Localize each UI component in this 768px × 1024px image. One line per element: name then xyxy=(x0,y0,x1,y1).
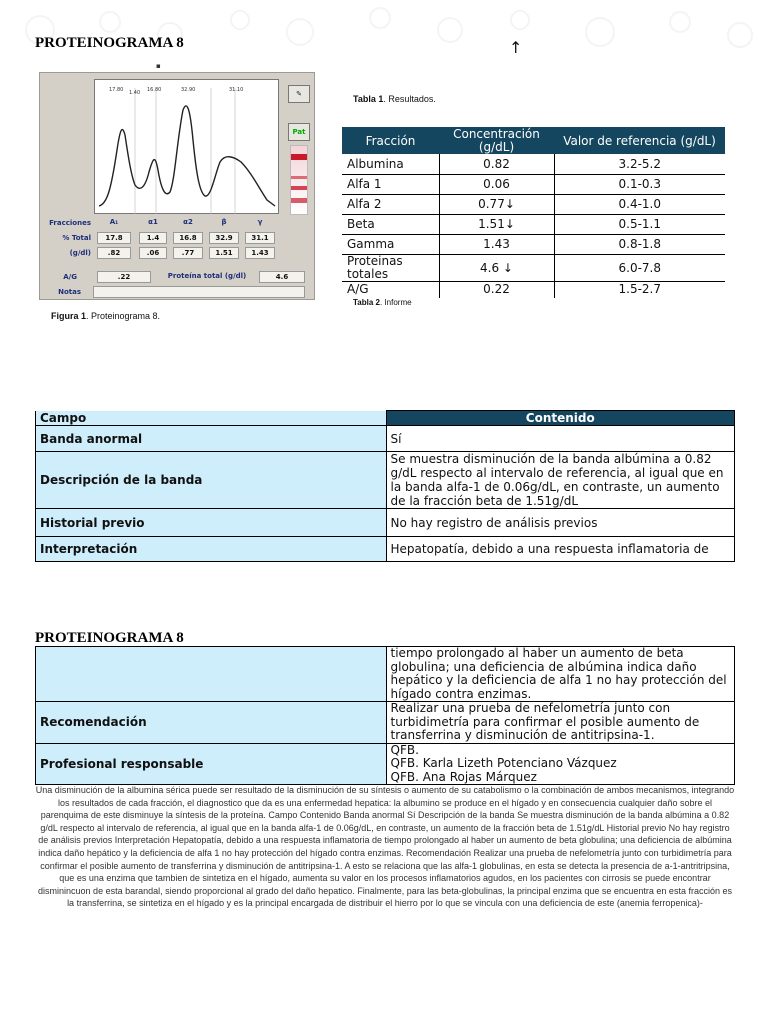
proteina-total-value: 4.6 xyxy=(259,271,305,283)
report-key: Profesional responsable xyxy=(36,743,387,785)
report-key: Descripción de la banda xyxy=(36,452,387,509)
report-value: tiempo prolongado al haber un aumento de beta globulina; una deficiencia de albúmina indica daño hepático y la deficiencia de alfa 1 no hay protección del hígado contra enzimas. xyxy=(386,647,734,702)
pencil-icon[interactable]: ✎ xyxy=(288,85,310,103)
fraction-cell: Gamma xyxy=(342,234,439,254)
reference-cell: 0.4-1.0 xyxy=(554,194,725,214)
report-key: Banda anormal xyxy=(36,426,387,452)
peak-label: 16.80 xyxy=(147,87,162,93)
concentration-cell: 0.77↓ xyxy=(439,194,554,214)
figure-caption: Figura 1. Proteinograma 8. xyxy=(51,311,161,321)
fracciones-label: Fracciones xyxy=(49,219,91,227)
results-row xyxy=(342,214,725,234)
page-title: PROTEINOGRAMA 8 xyxy=(35,35,184,51)
gamma-band xyxy=(291,198,307,203)
fraction-cell: A/G xyxy=(342,281,439,298)
concentration-cell: 4.6 ↓ xyxy=(439,254,554,281)
results-table-header xyxy=(342,127,725,154)
report-key: Recomendación xyxy=(36,702,387,744)
concentration-cell: 1.51↓ xyxy=(439,214,554,234)
concentration-cell: 0.06 xyxy=(439,174,554,194)
report-value: Realizar una prueba de nefelometría junto con turbidimetría para confirmar el posible aumento de transferrina y disminución de antitripsina-1. xyxy=(386,702,734,744)
arrow-mark: ↑ xyxy=(509,38,523,57)
figure-side-panel xyxy=(286,79,312,289)
reference-cell: 1.5-2.7 xyxy=(618,281,661,296)
fraction-cell: Albumina xyxy=(342,154,439,174)
fraction-cell: Alfa 2 xyxy=(342,194,439,214)
fraction-cell: Beta xyxy=(342,214,439,234)
report-value: Hepatopatía, debido a una respuesta inflamatoria de xyxy=(386,537,734,562)
table1-caption: Tabla 1. Resultados. xyxy=(353,94,436,104)
small-mark: ▪ xyxy=(156,62,161,70)
report-row xyxy=(36,702,735,744)
notas-field[interactable] xyxy=(93,286,305,298)
gdl-cell: 1.43 xyxy=(245,247,275,259)
header-campo: Campo xyxy=(36,411,387,426)
total-label: % Total xyxy=(62,234,91,242)
gdl-cell: .06 xyxy=(139,247,167,259)
report-table xyxy=(35,410,735,562)
report-value xyxy=(386,743,734,785)
fraction-cell: Alfa 1 xyxy=(342,174,439,194)
report-row xyxy=(36,509,735,537)
total-cell: 32.9 xyxy=(209,232,239,244)
fracciones-cell: γ xyxy=(245,217,275,229)
concentration-cell: 1.43 xyxy=(439,234,554,254)
header-referencia: Valor de referencia (g/dL) xyxy=(554,127,725,154)
alpha-band xyxy=(291,176,307,179)
reference-cell: 0.1-0.3 xyxy=(554,174,725,194)
table2-caption: Tabla 2. Informe xyxy=(353,298,412,307)
fracciones-cell: α1 xyxy=(139,217,167,229)
fracciones-cell: A₁ xyxy=(97,217,131,229)
report-value: Se muestra disminución de la banda albúmina a 0.82 g/dL respecto al intervalo de referencia, al igual que en la banda alfa-1 de 0.06g/dL, en contraste, un aumento de la fracción beta de 1.51g/dL xyxy=(386,452,734,509)
page-title-continued: PROTEINOGRAMA 8 xyxy=(35,630,184,646)
gdl-cell: .82 xyxy=(97,247,131,259)
ag-label: A/G xyxy=(63,273,77,281)
reference-cell: 3.2-5.2 xyxy=(554,154,725,174)
report-table-header xyxy=(36,411,735,426)
report-table-continued xyxy=(35,646,735,785)
albumin-band xyxy=(291,154,307,160)
results-row xyxy=(342,154,725,174)
results-table xyxy=(342,127,725,298)
notas-label: Notas xyxy=(58,288,81,296)
densitometry-plot xyxy=(94,79,279,214)
gdl-cell: 1.51 xyxy=(209,247,239,259)
fracciones-cell: α2 xyxy=(173,217,203,229)
total-cell: 16.8 xyxy=(173,232,203,244)
gdl-cell: .77 xyxy=(173,247,203,259)
results-row xyxy=(342,281,725,298)
fracciones-cell: β xyxy=(209,217,239,229)
peak-label: 17.80 xyxy=(109,87,124,93)
header-fraccion: Fracción xyxy=(342,127,439,154)
header-contenido: Contenido xyxy=(386,411,734,426)
peak-label: 31.10 xyxy=(229,87,244,93)
concentration-cell: 0.82 xyxy=(439,154,554,174)
results-row xyxy=(342,234,725,254)
report-value: No hay registro de análisis previos xyxy=(386,509,734,537)
pat-button[interactable]: Pat xyxy=(288,123,310,141)
discussion-paragraph: Una disminución de la albumina sérica puede ser resultado de la disminución de su síntesis o aumento de su catabolismo o la combinación de ambos mecanismos, integrando los resultados de cada fracción, el diagnostico que da es una enfermedad hepatica: la albumino se produce en el hígado y en consecuencia cualquier daño sobre el parenquima de este disminuye la síntesis de la proteína. Campo Contenido Banda anormal Sí Descripción de la banda Se muestra disminución de la banda albúmina a 0.82 g/dL respecto al intervalo de referencia, al igual que en la banda alfa-1 de 0.06g/dL, en contraste, un aumento de la fracción beta de 1.51g/dL Historial previo No hay registro de análisis previos Interpretación Hepatopatía, debido a una respuesta inflamatoria de tiempo prolongado al haber un aumento de beta globulina; una deficiencia de albúmina indica daño hepático y la deficiencia de alfa 1 no hay protección del hígado contra enzimas. Recomendación Realizar una prueba de nefelometría junto con turbidimetría para confirmar el posible aumento de transferrina y disminución de antitripsina-1. A esto se relaciona que las alfa-1 globulinas, en esta se detecta la presencia de a-1-antritripsina, que es una enzima que tambien de sintetiza en el hígado, aumenta su valor en los procesos inflamatorios agudos, en los pacientes con cirrosis se puede encontrar disminincuon de esta barandal, siendo proporcional al grado del daño hepatico. Finalmente, para las beta-globulinas, la principal enzima que se encuentra en esta fracción es la transferrina, se sintetiza en el hígado y es la principal encargada de distribuir el hierro por lo que se vincula con una deficiencia de este (anemia ferropenica)- xyxy=(35,785,735,909)
total-cell: 1.4 xyxy=(139,232,167,244)
report-row xyxy=(36,426,735,452)
electrophoresis-strip xyxy=(290,145,308,215)
fraction-cell: Proteinas totales xyxy=(342,254,439,281)
report-row xyxy=(36,537,735,562)
report-value: Sí xyxy=(386,426,734,452)
report-key: Interpretación xyxy=(36,537,387,562)
responsable-line: QFB. Karla Lizeth Potenciano Vázquez xyxy=(390,756,617,770)
gdl-label: (g/dl) xyxy=(69,249,91,257)
report-row xyxy=(36,647,735,702)
ag-value: .22 xyxy=(97,271,151,283)
beta-band xyxy=(291,186,307,190)
report-row xyxy=(36,452,735,509)
peak-label: 1.40 xyxy=(129,90,141,96)
total-cell: 31.1 xyxy=(245,232,275,244)
densitometry-curve xyxy=(95,80,280,215)
peak-label: 32.90 xyxy=(181,87,196,93)
results-row xyxy=(342,174,725,194)
total-cell: 17.8 xyxy=(97,232,131,244)
reference-cell: 6.0-7.8 xyxy=(554,254,725,281)
concentration-cell: 0.22 xyxy=(439,281,554,298)
responsable-line: QFB. Ana Rojas Márquez xyxy=(390,769,537,784)
responsable-line: QFB. xyxy=(390,742,419,757)
header-concentracion: Concentración (g/dL) xyxy=(439,127,554,154)
results-row xyxy=(342,194,725,214)
report-key xyxy=(36,647,387,702)
reference-cell: 0.5-1.1 xyxy=(554,214,725,234)
report-key: Historial previo xyxy=(36,509,387,537)
results-row xyxy=(342,254,725,281)
report-row xyxy=(36,743,735,785)
proteinogram-figure xyxy=(39,72,315,300)
reference-cell: 0.8-1.8 xyxy=(554,234,725,254)
proteina-total-label: Proteína total (g/dl) xyxy=(159,271,255,283)
